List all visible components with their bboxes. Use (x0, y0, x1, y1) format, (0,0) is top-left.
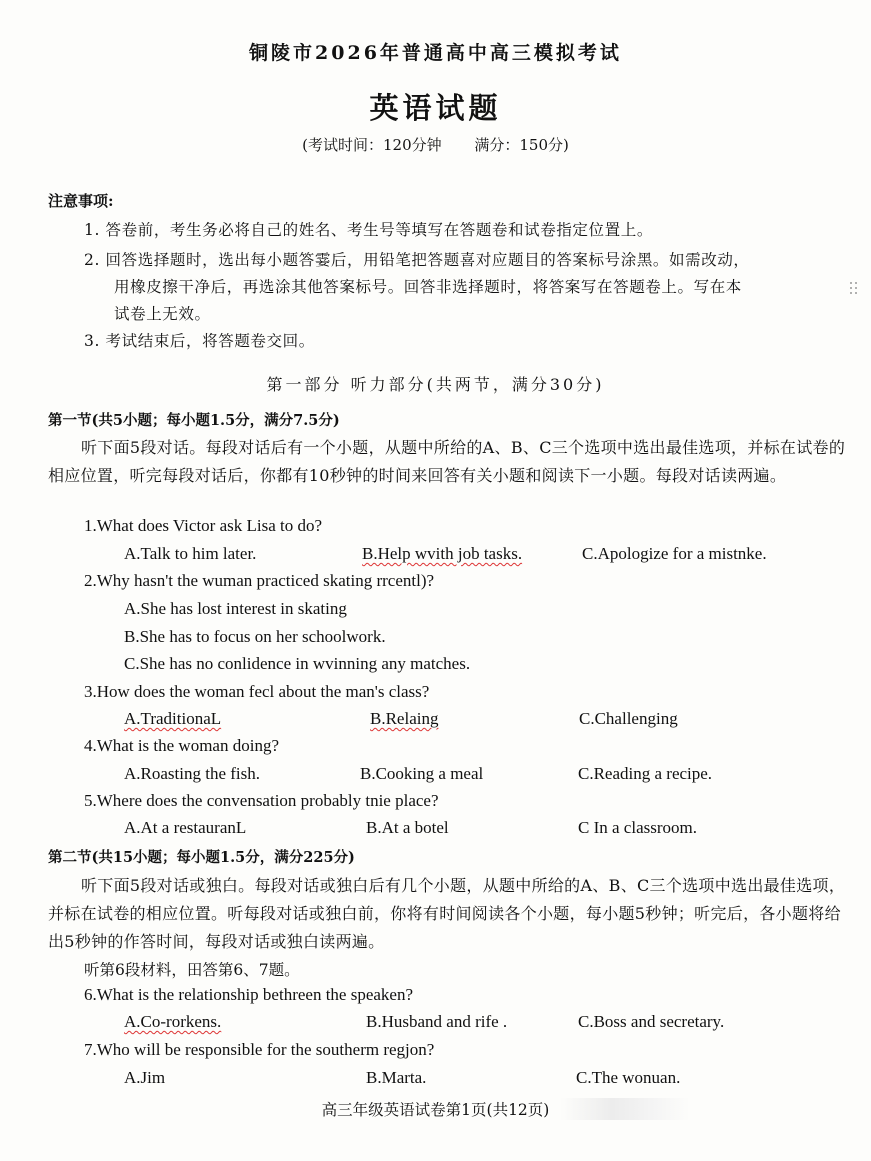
question-1: 1.What does Victor ask Lisa to do? (84, 516, 323, 535)
q5-option-a: A.At a restauranL (124, 818, 247, 837)
section2-heading: 第二节(共15小题；每小题1.5分，满分225分) (48, 849, 355, 866)
q6-option-b: B.Husband and rife . (366, 1012, 508, 1031)
q6-option-c: C.Boss and secretary. (578, 1012, 725, 1031)
notice-item-2-end: 试卷上无效。 (114, 305, 211, 323)
q1-option-b: B.Help wvith job tasks. (362, 544, 523, 563)
section2-instructions: 听下面5段对话或独白。每段对话或独白后有几个小题，从题中所给的A、B、C三个选项中选出最佳选项，并标在试卷的相应位置。听每段对话或独白前，你将有时间阅读各个小题，每小题5秒钟；听完后，各小题将给出5秒钟的作答时间，每段对话或独白读两遍。 (48, 876, 846, 951)
q7-option-b: B.Marta. (366, 1068, 427, 1087)
q6-option-a: A.Co-rorkens. (124, 1012, 222, 1031)
subject-title: 英语试题 (369, 91, 502, 125)
question-6: 6.What is the relationship bethreen the speaken? (84, 985, 414, 1004)
q7-option-a: A.Jim (124, 1068, 166, 1087)
section2-material-note: 听第6段材料，田答第6、7题。 (84, 961, 300, 979)
q3-option-c: C.Challenging (579, 709, 678, 728)
question-7: 7.Who will be responsible for the southerm regjon? (84, 1040, 435, 1059)
q2-option-b: B.She has to focus on her schoolwork. (124, 627, 386, 646)
part1-heading: 第一部分 听力部分(共两节，满分30分) (266, 375, 605, 394)
q5-option-b: B.At a botel (366, 818, 449, 837)
section1-heading: 第一节(共5小题；每小题1.5分，满分7.5分) (48, 412, 340, 429)
notice-item-3: 3. 考试结束后，将答题卷交回。 (84, 332, 315, 350)
question-3: 3.How does the woman fecl about the man's class? (84, 682, 430, 701)
blur-overlay (560, 1098, 690, 1120)
q3-option-b: B.Relaing (370, 709, 439, 728)
q1-option-c: C.Apologize for a mistnke. (582, 544, 767, 563)
question-4: 4.What is the woman doing? (84, 736, 279, 755)
q5-option-c: C In a classroom. (578, 818, 697, 837)
question-2: 2.Why hasn't the wuman practiced skating rrcentl)? (84, 571, 435, 590)
exam-title: 铜陵市2026年普通高中高三模拟考试 (249, 42, 622, 64)
q4-option-a: A.Roasting the fish. (124, 764, 260, 783)
question-5: 5.Where does the convensation probably tnie place? (84, 791, 439, 810)
section1-instructions: 听下面5段对话。每段对话后有一个小题，从题中所给的A、B、C三个选项中选出最佳选项，并标在试卷的相应位置，听完每段对话后，你都有10秒钟的时间来回答有关小题和阅读下一小题。每段对话读两遍。 (48, 438, 846, 485)
exam-full-score: 满分：150分) (474, 136, 569, 154)
q4-option-c: C.Reading a recipe. (578, 764, 713, 783)
q2-option-c: C.She has no conlidence in wvinning any matches. (124, 654, 471, 673)
notice-item-1: 1. 答卷前，考生务必将自己的姓名、考生号等填写在答题卷和试卷指定位置上。 (84, 221, 653, 239)
q7-option-c: C.The wonuan. (576, 1068, 681, 1087)
q2-option-a: A.She has lost interest in skating (124, 599, 347, 618)
page-footer: 高三年级英语试卷第1页(共12页) (321, 1101, 550, 1119)
notice-heading: 注意事项: (48, 192, 114, 210)
drag-handle-icon[interactable] (850, 282, 858, 298)
notice-item-2-cont: 用橡皮擦干净后，再选涂其他答案标号。回答非选择题时，将答案写在答题卷上。写在本 (114, 278, 742, 296)
exam-duration: (考试时间：120分钟 (302, 136, 442, 154)
notice-item-2: 2. 回答选择题时，选出每小题答霎后，用铅笔把答题喜对应题目的答案标号涂黑。如需改动， (84, 251, 750, 269)
q1-option-a: A.Talk to him later. (124, 544, 257, 563)
q4-option-b: B.Cooking a meal (360, 764, 484, 783)
exam-info (0, 134, 871, 155)
q3-option-a: A.TraditionaL (124, 709, 222, 728)
